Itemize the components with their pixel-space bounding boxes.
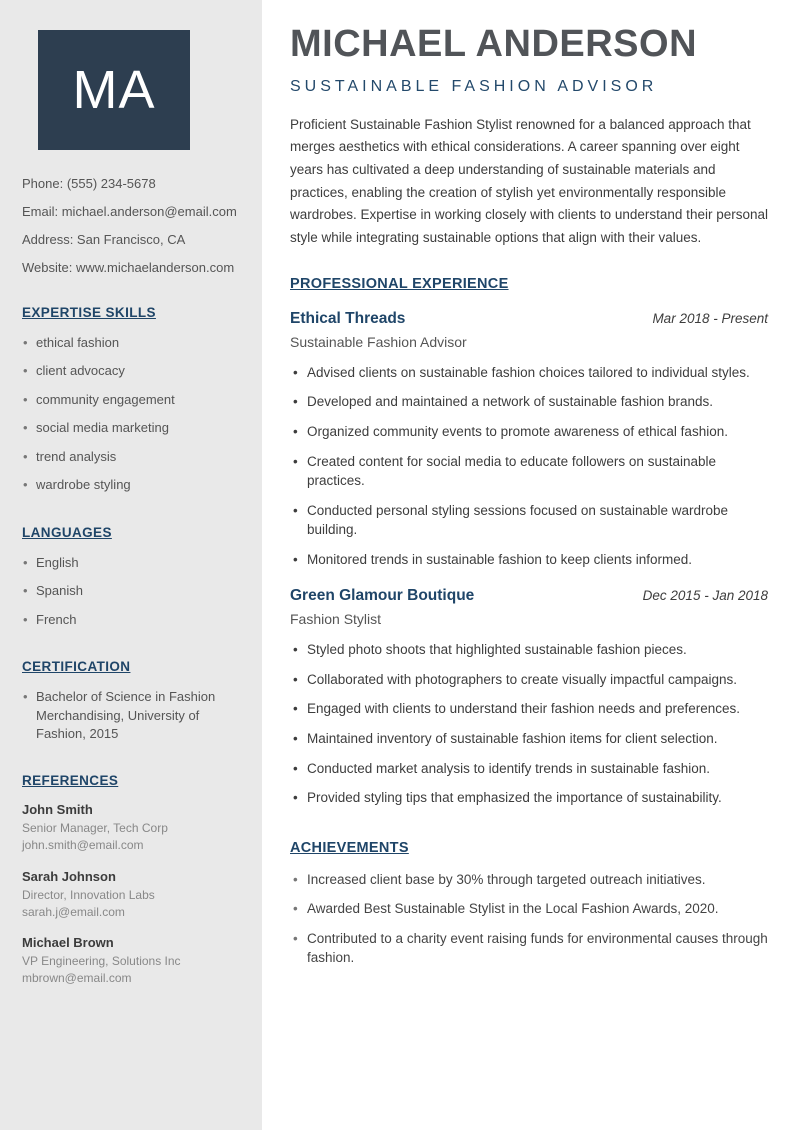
monogram-badge (38, 30, 190, 150)
job-company: Ethical Threads (290, 309, 406, 327)
certification-heading: CERTIFICATION (22, 659, 131, 675)
achievement-bullet: • Contributed to a charity event raising funds for environmental causes through fashion. (290, 929, 768, 968)
job-bullet: • Monitored trends in sustainable fashion to keep clients informed. (290, 550, 768, 570)
job-header (290, 310, 768, 328)
skills-list (22, 334, 242, 495)
reference-entry (22, 802, 242, 854)
person-title: SUSTAINABLE FASHION ADVISOR (290, 77, 658, 95)
contact-address: Address: San Francisco, CA (22, 232, 186, 247)
summary-paragraph: Proficient Sustainable Fashion Stylist renowned for a balanced approach that merges aesthetics with ethical considerations. A career spanning over eight years has cultivated a deep understanding of sustainable materials and practices, enabling the creation of stylish yet environmentally responsible wardrobes. Expertise in working closely with clients to understand their personal style while integrating sustainable options that align with their values. (290, 116, 768, 246)
reference-title: Director, Innovation Labs (22, 887, 155, 902)
languages-heading: LANGUAGES (22, 524, 112, 540)
job-bullet: • Conducted market analysis to identify trends in sustainable fashion. (290, 759, 768, 779)
job-role: Fashion Stylist (290, 611, 382, 628)
reference-email: john.smith@email.com (22, 838, 144, 853)
experience-heading: PROFESSIONAL EXPERIENCE (290, 275, 509, 292)
job-bullet: • Developed and maintained a network of sustainable fashion brands. (290, 392, 768, 412)
skill-item: • client advocacy (22, 362, 242, 380)
reference-name: Michael Brown (22, 934, 114, 950)
skill-item: • ethical fashion (22, 334, 242, 352)
certification-list (22, 688, 242, 743)
job-bullet: • Maintained inventory of sustainable fashion items for client selection. (290, 729, 768, 749)
reference-entry (22, 935, 242, 987)
skill-item: • community engagement (22, 391, 242, 409)
contact-website: Website: www.michaelanderson.com (22, 260, 235, 275)
references-heading: REFERENCES (22, 773, 119, 789)
skill-item: • wardrobe styling (22, 476, 242, 494)
achievement-bullet: • Awarded Best Sustainable Stylist in the Local Fashion Awards, 2020. (290, 899, 768, 919)
reference-email: sarah.j@email.com (22, 904, 125, 919)
monogram-initials: MA (72, 60, 156, 120)
certification-item: • Bachelor of Science in Fashion Merchandising, University of Fashion, 2015 (22, 688, 242, 743)
contact-email: Email: michael.anderson@email.com (22, 204, 237, 219)
skill-item: • social media marketing (22, 419, 242, 437)
skills-heading: EXPERTISE SKILLS (22, 305, 156, 320)
achievement-bullet: • Increased client base by 30% through targeted outreach initiatives. (290, 870, 768, 890)
reference-entry (22, 869, 242, 921)
language-item: • Spanish (22, 582, 242, 600)
job-dates: Dec 2015 - Jan 2018 (642, 588, 768, 604)
sidebar (0, 0, 262, 1130)
job-header (290, 587, 768, 605)
job-entry-1 (290, 310, 768, 570)
job-entry-2 (290, 587, 768, 807)
job-role: Sustainable Fashion Advisor (290, 333, 467, 350)
contact-phone: Phone: (555) 234-5678 (22, 176, 156, 191)
job-bullet: • Styled photo shoots that highlighted sustainable fashion pieces. (290, 640, 768, 660)
achievements-heading: ACHIEVEMENTS (290, 839, 409, 856)
job-bullet: • Collaborated with photographers to create visually impactful campaigns. (290, 670, 768, 690)
job-bullet: • Advised clients on sustainable fashion choices tailored to individual styles. (290, 363, 768, 383)
languages-list (22, 554, 242, 629)
job-bullet-list (290, 640, 768, 807)
reference-title: Senior Manager, Tech Corp (22, 821, 168, 836)
language-item: • French (22, 611, 242, 629)
language-item: • English (22, 554, 242, 572)
person-name: MICHAEL ANDERSON (290, 23, 698, 65)
reference-name: Sarah Johnson (22, 868, 116, 884)
skill-item: • trend analysis (22, 448, 242, 466)
job-bullet: • Created content for social media to educate followers on sustainable practices. (290, 452, 768, 491)
job-company: Green Glamour Boutique (290, 587, 475, 605)
references-list (22, 802, 242, 986)
job-bullet: • Provided styling tips that emphasized the importance of sustainability. (290, 788, 768, 808)
achievements-list (290, 870, 768, 968)
reference-title: VP Engineering, Solutions Inc (22, 953, 181, 968)
job-bullet: • Organized community events to promote awareness of ethical fashion. (290, 422, 768, 442)
contact-section (22, 176, 242, 275)
reference-email: mbrown@email.com (22, 970, 132, 985)
job-dates: Mar 2018 - Present (652, 310, 768, 326)
job-bullet: • Engaged with clients to understand their fashion needs and preferences. (290, 699, 768, 719)
job-bullet-list (290, 363, 768, 570)
main-content (262, 0, 800, 1130)
job-bullet: • Conducted personal styling sessions focused on sustainable wardrobe building. (290, 501, 768, 540)
reference-name: John Smith (22, 802, 93, 818)
